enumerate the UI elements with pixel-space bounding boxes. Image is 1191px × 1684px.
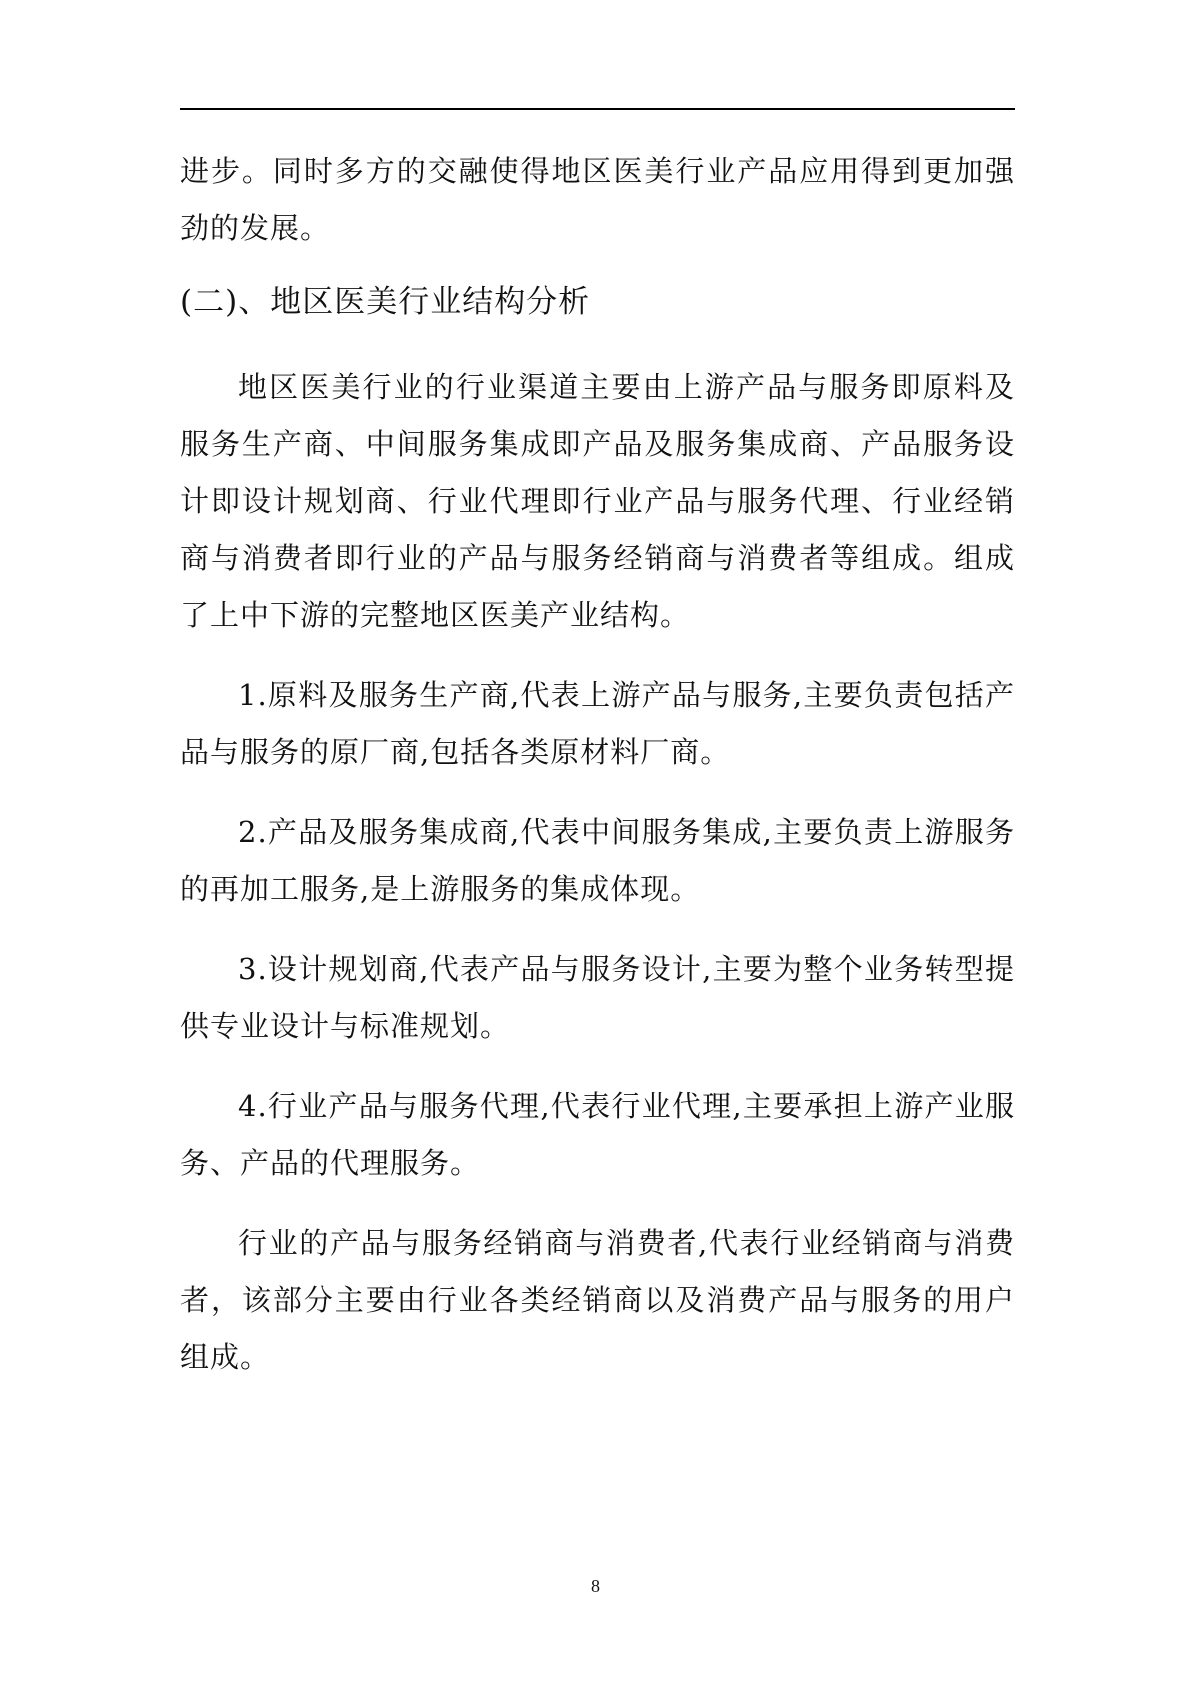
paragraph-continuation: 进步。同时多方的交融使得地区医美行业产品应用得到更加强劲的发展。: [180, 154, 1015, 245]
page-content: [180, 143, 1015, 1386]
list-item-3: 3.设计规划商,代表产品与服务设计,主要为整个业务转型提供专业设计与标准规划。: [180, 952, 1015, 1043]
list-item-4: 4.行业产品与服务代理,代表行业代理,主要承担上游产业服务、产品的代理服务。: [180, 1089, 1015, 1180]
page-number: 8: [591, 1576, 600, 1596]
header-rule: [180, 108, 1015, 110]
paragraph-consumers: 行业的产品与服务经销商与消费者,代表行业经销商与消费者，该部分主要由行业各类经销商以及消费产品与服务的用户组成。: [180, 1226, 1015, 1374]
list-item-1: 1.原料及服务生产商,代表上游产品与服务,主要负责包括产品与服务的原厂商,包括各类原材料厂商。: [180, 678, 1015, 769]
list-item-2: 2.产品及服务集成商,代表中间服务集成,主要负责上游服务的再加工服务,是上游服务的集成体现。: [180, 815, 1015, 906]
paragraph-overview: 地区医美行业的行业渠道主要由上游产品与服务即原料及服务生产商、中间服务集成即产品及服务集成商、产品服务设计即设计规划商、行业代理即行业产品与服务代理、行业经销商与消费者即行业的产品与服务经销商与消费者等组成。组成了上中下游的完整地区医美产业结构。: [180, 370, 1015, 632]
section-heading: (二)、地区医美行业结构分析: [180, 284, 591, 320]
